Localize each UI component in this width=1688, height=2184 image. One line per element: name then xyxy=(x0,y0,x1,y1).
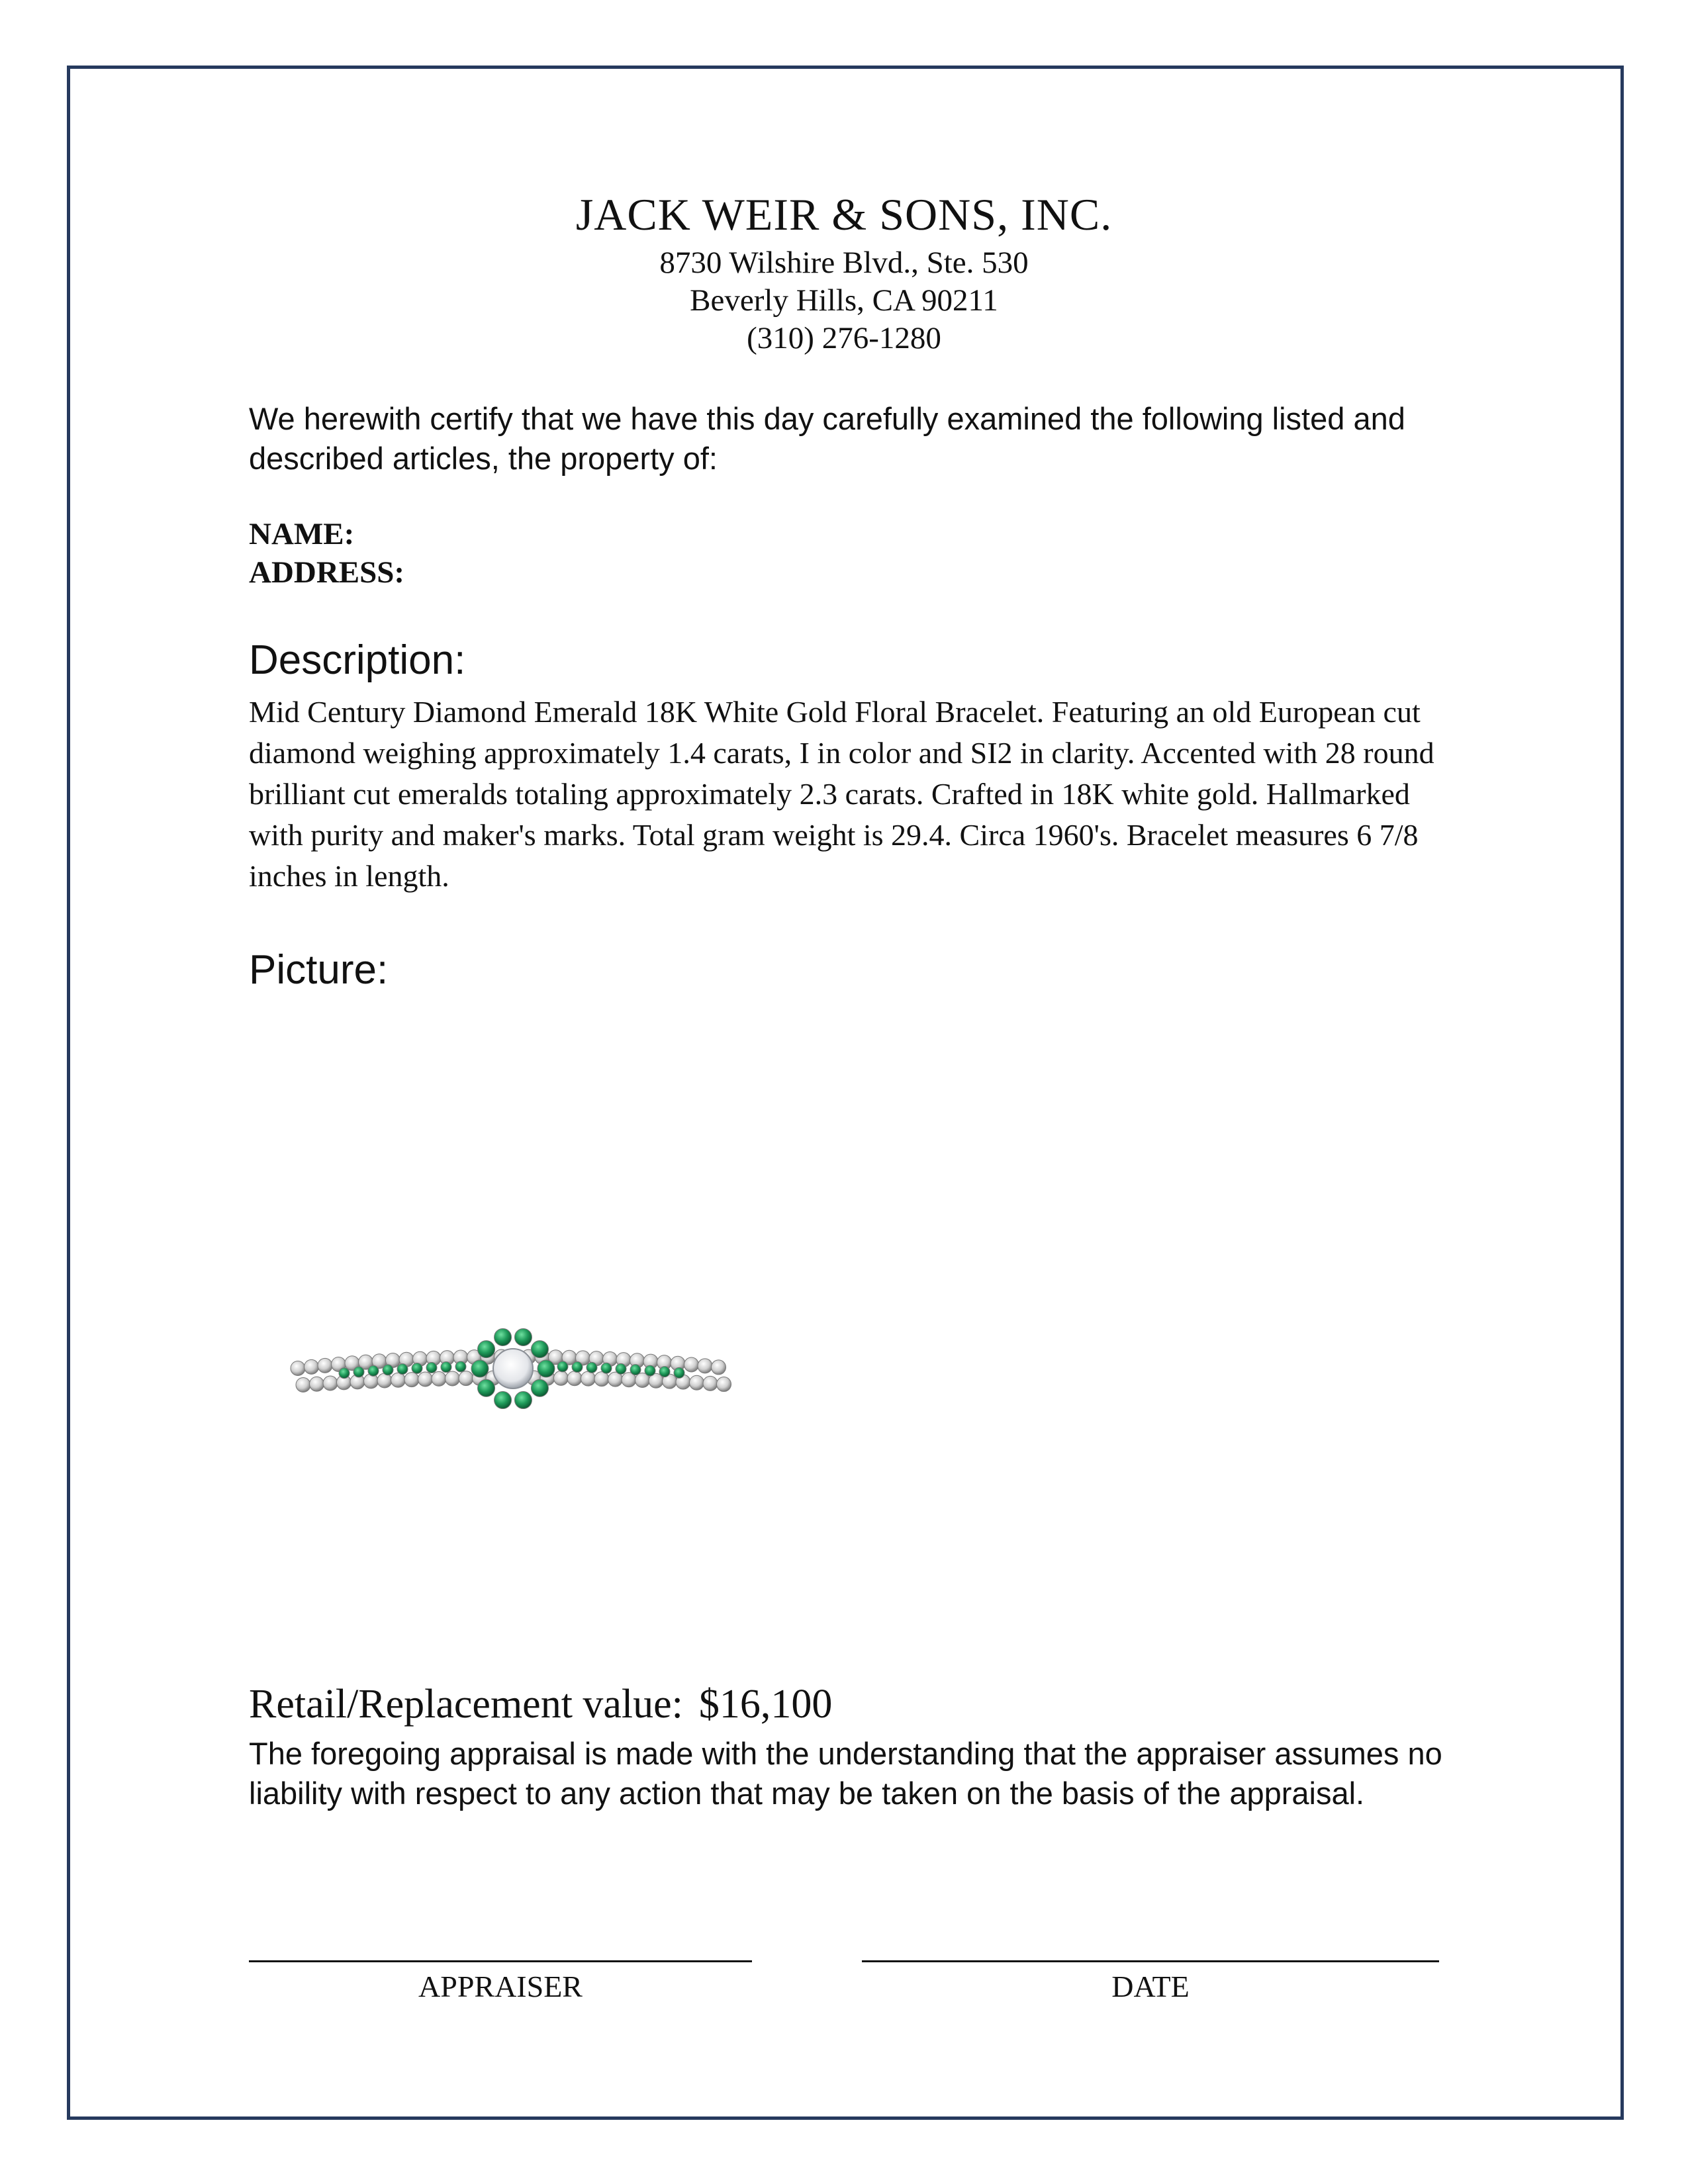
value-row xyxy=(249,1681,1454,1728)
emerald-stone xyxy=(353,1367,364,1377)
appraiser-signature-line xyxy=(249,1960,752,1962)
metal-bead xyxy=(554,1371,569,1385)
metal-bead xyxy=(445,1371,460,1386)
company-address-line1: 8730 Wilshire Blvd., Ste. 530 xyxy=(659,246,1029,280)
emerald-stone xyxy=(494,1392,512,1409)
metal-bead xyxy=(377,1373,392,1388)
date-signature-line xyxy=(862,1960,1439,1962)
metal-bead xyxy=(567,1371,582,1386)
metal-bead xyxy=(391,1373,406,1387)
emerald-stone xyxy=(514,1392,532,1409)
certification-text: We herewith certify that we have this day carefully examined the following listed and described articles, the property of: xyxy=(249,401,1405,476)
date-label: DATE xyxy=(1111,1970,1190,2003)
metal-bead xyxy=(690,1375,704,1390)
company-phone: (310) 276-1280 xyxy=(747,321,941,355)
metal-bead xyxy=(364,1374,379,1388)
emerald-stone xyxy=(601,1363,612,1373)
emerald-stone xyxy=(339,1368,350,1379)
emerald-stone xyxy=(557,1361,568,1372)
metal-bead xyxy=(291,1361,305,1375)
description-text: Mid Century Diamond Emerald 18K White Gold Floral Bracelet. Featuring an old European cut diamond weighing approximately 1.4 carats, I in color and SI2 in clarity. Accented with 28 round brilliant cut emeralds totaling approximately 2.3 carats. Crafted in 18K white gold. Hallmarked with purity and maker's marks. Total gram weight is 29.4. Circa 1960's. Bracelet measures 6 7/8 inches in length. xyxy=(249,695,1434,893)
bracelet-photo xyxy=(285,1297,748,1456)
value-amount: $16,100 xyxy=(698,1682,833,1727)
center-diamond xyxy=(493,1349,533,1388)
disclaimer-text: The foregoing appraisal is made with the understanding that the appraiser assumes no liability with respect to any action that may be taken on the basis of the appraisal. xyxy=(249,1736,1442,1811)
appraiser-label: APPRAISER xyxy=(418,1970,583,2003)
emerald-stone xyxy=(630,1365,641,1375)
emerald-stone xyxy=(383,1365,393,1375)
metal-bead xyxy=(717,1377,731,1392)
name-label: NAME: xyxy=(249,517,355,551)
metal-bead xyxy=(323,1376,338,1390)
emerald-stone xyxy=(659,1367,670,1377)
emerald-stone xyxy=(412,1363,422,1373)
emerald-stone xyxy=(397,1364,408,1375)
emerald-stone xyxy=(538,1360,555,1377)
emerald-stone xyxy=(645,1365,655,1376)
metal-bead xyxy=(698,1359,712,1373)
metal-bead xyxy=(594,1372,609,1387)
metal-bead xyxy=(418,1372,433,1387)
metal-bead xyxy=(310,1377,324,1391)
emerald-stone xyxy=(531,1341,548,1358)
metal-bead xyxy=(684,1357,699,1372)
emerald-stone xyxy=(674,1367,684,1378)
metal-bead xyxy=(581,1371,596,1386)
metal-bead xyxy=(318,1358,332,1373)
emerald-stone xyxy=(494,1328,512,1345)
emerald-stone xyxy=(531,1379,548,1396)
emerald-stone xyxy=(478,1379,495,1396)
emerald-stone xyxy=(616,1363,626,1374)
metal-bead xyxy=(459,1371,473,1386)
company-address-line2: Beverly Hills, CA 90211 xyxy=(690,283,998,318)
description-title: Description: xyxy=(249,637,466,683)
emerald-stone xyxy=(586,1362,597,1373)
metal-bead xyxy=(432,1371,446,1386)
picture-title: Picture: xyxy=(249,947,389,993)
metal-bead xyxy=(305,1359,319,1374)
emerald-stone xyxy=(441,1362,451,1373)
metal-bead xyxy=(296,1377,310,1392)
address-label: ADDRESS: xyxy=(249,555,405,590)
emerald-stone xyxy=(426,1363,437,1373)
emerald-stone xyxy=(471,1360,489,1377)
metal-bead xyxy=(712,1360,726,1375)
metal-bead xyxy=(404,1373,419,1387)
emerald-stone xyxy=(368,1365,379,1376)
emerald-stone xyxy=(455,1361,466,1372)
metal-bead xyxy=(703,1376,718,1390)
value-label: Retail/Replacement value: xyxy=(249,1682,683,1727)
emerald-stone xyxy=(572,1362,583,1373)
emerald-stone xyxy=(478,1341,495,1358)
company-name: JACK WEIR & SONS, INC. xyxy=(575,189,1113,240)
bracelet-illustration xyxy=(285,1297,748,1456)
emerald-stone xyxy=(514,1328,532,1345)
